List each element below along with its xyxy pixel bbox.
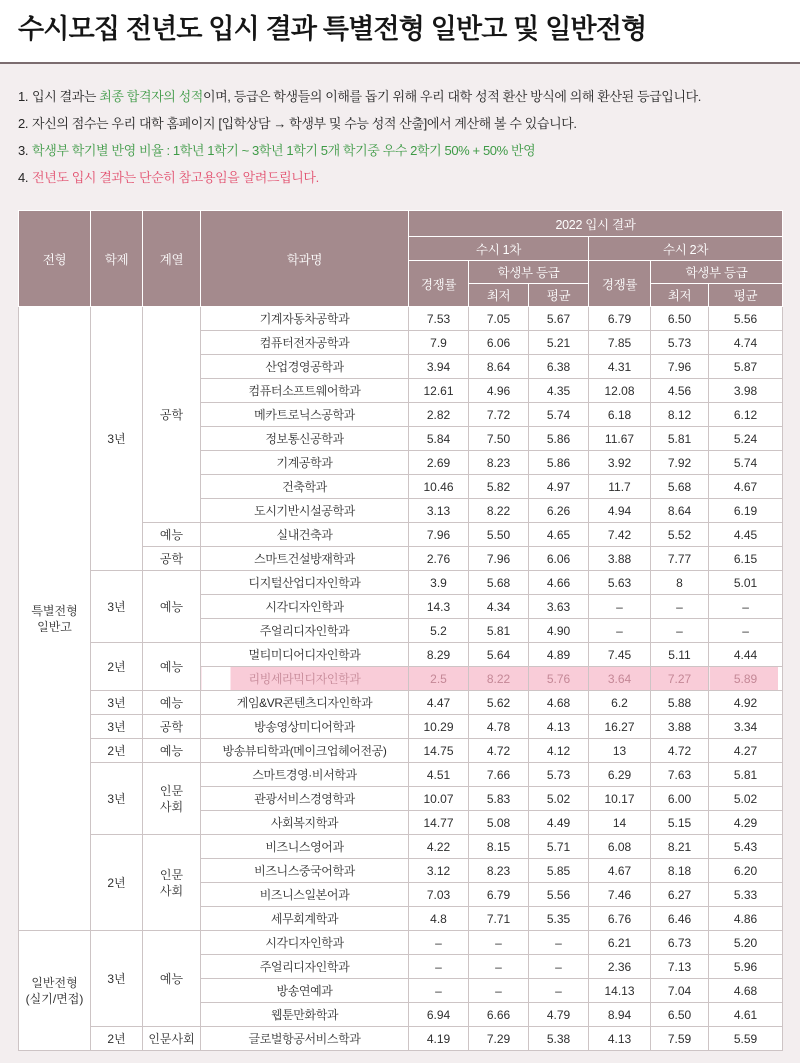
department-name: 세무회계학과 [201,907,409,931]
round2-min-cell: 6.46 [651,907,709,931]
round2-min-cell: 7.77 [651,547,709,571]
round1-min-cell: 5.68 [469,571,529,595]
department-name: 방송연예과 [201,979,409,1003]
note-accent-text: 학생부 학기별 반영 비율 : 1학년 1학기 ~ 3학년 1학기 5개 학기중 우수 2학기 50% + 50% 반영 [32,143,536,158]
round2-min-cell: 8 [651,571,709,595]
round1-rate-cell: 2.82 [409,403,469,427]
note-number: 2. [18,116,29,131]
round2-rate-cell: 6.76 [589,907,651,931]
notes-panel [0,64,800,210]
round1-rate-cell: 4.51 [409,763,469,787]
field-cell: 예능 [143,643,201,691]
col-header-results: 2022 입시 결과 [409,211,783,237]
note-number: 4. [18,170,29,185]
round2-rate-cell: – [589,619,651,643]
department-name: 도시기반시설공학과 [201,499,409,523]
round2-avg-cell: 5.81 [709,763,783,787]
round1-rate-cell: 7.53 [409,307,469,331]
col-header-field: 계열 [143,211,201,307]
round2-rate-cell: 4.13 [589,1027,651,1051]
round2-rate-cell: 6.21 [589,931,651,955]
round1-avg-cell: 4.79 [529,1003,589,1027]
round1-rate-cell: 5.2 [409,619,469,643]
round1-rate-cell: 6.94 [409,1003,469,1027]
round2-rate-cell: 7.42 [589,523,651,547]
round2-rate-cell: 10.17 [589,787,651,811]
department-name: 시각디자인학과 [201,595,409,619]
round2-rate-cell: 6.79 [589,307,651,331]
round1-min-cell: 6.79 [469,883,529,907]
round1-avg-cell: 5.56 [529,883,589,907]
round1-min-cell: 7.71 [469,907,529,931]
round1-min-cell: 7.72 [469,403,529,427]
round1-min-cell: 5.64 [469,643,529,667]
round1-min-cell: 5.81 [469,619,529,643]
round1-min-cell: 4.78 [469,715,529,739]
round1-min-cell: 5.50 [469,523,529,547]
round2-avg-cell: 4.61 [709,1003,783,1027]
round2-avg-cell: 6.20 [709,859,783,883]
round1-rate-cell: 2.5 [409,667,469,691]
round2-rate-cell: 16.27 [589,715,651,739]
table-row [19,835,783,859]
department-name: 게임&VR콘텐츠디자인학과 [201,691,409,715]
field-cell: 공학 [143,307,201,523]
round2-rate-cell: 12.08 [589,379,651,403]
note-text: 이며, 등급은 학생들의 이해를 돕기 위해 우리 대학 성적 환산 방식에 의해 환산된 등급입니다. [202,89,701,104]
round1-avg-cell: 5.67 [529,307,589,331]
round1-rate-cell: 2.69 [409,451,469,475]
round1-avg-cell: – [529,955,589,979]
department-name: 관광서비스경영학과 [201,787,409,811]
round1-avg-cell: 4.68 [529,691,589,715]
round2-min-cell: 6.50 [651,1003,709,1027]
results-table-header [19,211,783,307]
round1-avg-cell: 5.71 [529,835,589,859]
department-name: 멀티미디어디자인학과 [201,643,409,667]
round1-rate-cell: 4.8 [409,907,469,931]
round2-min-cell: 4.56 [651,379,709,403]
round2-rate-cell: 3.88 [589,547,651,571]
round2-min-cell: 5.52 [651,523,709,547]
program-duration-cell: 3년 [91,931,143,1027]
program-duration-cell: 3년 [91,307,143,571]
col-header-round1-grade: 학생부 등급 [469,261,589,284]
department-name: 리빙세라믹디자인학과 [201,667,409,691]
program-duration-cell: 2년 [91,1027,143,1051]
department-name: 주얼리디자인학과 [201,955,409,979]
round2-avg-cell: 4.92 [709,691,783,715]
round2-avg-cell: 6.15 [709,547,783,571]
department-name: 사회복지학과 [201,811,409,835]
round2-avg-cell: 3.34 [709,715,783,739]
round1-rate-cell: 3.12 [409,859,469,883]
round2-avg-cell: 4.86 [709,907,783,931]
round2-rate-cell: 5.63 [589,571,651,595]
field-cell: 예능 [143,931,201,1027]
col-header-type: 전형 [19,211,91,307]
round2-min-cell: 6.73 [651,931,709,955]
department-name: 기계자동차공학과 [201,307,409,331]
round2-min-cell: 7.59 [651,1027,709,1051]
round1-avg-cell: 5.74 [529,403,589,427]
program-duration-cell: 3년 [91,691,143,715]
round1-avg-cell: – [529,979,589,1003]
department-name: 방송영상미디어학과 [201,715,409,739]
table-row [19,691,783,715]
round1-avg-cell: 5.21 [529,331,589,355]
round1-avg-cell: 6.06 [529,547,589,571]
round2-min-cell: 3.88 [651,715,709,739]
round2-rate-cell: 6.29 [589,763,651,787]
round1-min-cell: 7.66 [469,763,529,787]
round1-rate-cell: 4.19 [409,1027,469,1051]
table-row [19,643,783,667]
round2-avg-cell: 5.01 [709,571,783,595]
round1-min-cell: 8.23 [469,859,529,883]
table-row [19,307,783,331]
col-header-round2-min: 최저 [651,284,709,307]
round2-rate-cell: 3.64 [589,667,651,691]
round1-rate-cell: 10.46 [409,475,469,499]
round2-rate-cell: 11.67 [589,427,651,451]
round1-avg-cell: 6.26 [529,499,589,523]
round2-avg-cell: 5.56 [709,307,783,331]
round2-avg-cell: 4.74 [709,331,783,355]
round1-rate-cell: 4.47 [409,691,469,715]
department-name: 방송뷰티학과(메이크업헤어전공) [201,739,409,763]
round2-avg-cell: 5.74 [709,451,783,475]
round2-min-cell: 5.68 [651,475,709,499]
round1-min-cell: 4.96 [469,379,529,403]
department-name: 실내건축과 [201,523,409,547]
round1-avg-cell: 5.86 [529,451,589,475]
round1-rate-cell: 10.07 [409,787,469,811]
department-name: 디지털산업디자인학과 [201,571,409,595]
field-cell: 예능 [143,571,201,643]
department-name: 기계공학과 [201,451,409,475]
round2-avg-cell: 5.02 [709,787,783,811]
admission-type-cell: 일반전형 (실기/면접) [19,931,91,1051]
round2-min-cell: – [651,619,709,643]
col-header-round1-avg: 평균 [529,284,589,307]
round2-avg-cell: 4.68 [709,979,783,1003]
round2-rate-cell: 13 [589,739,651,763]
round1-min-cell: 6.06 [469,331,529,355]
round2-min-cell: 7.63 [651,763,709,787]
round2-avg-cell: 4.29 [709,811,783,835]
department-name: 컴퓨터전자공학과 [201,331,409,355]
round1-min-cell: 5.82 [469,475,529,499]
round1-avg-cell: 4.65 [529,523,589,547]
note-3 [18,137,782,164]
program-duration-cell: 2년 [91,739,143,763]
round2-min-cell: 6.00 [651,787,709,811]
round2-min-cell: 5.81 [651,427,709,451]
round1-avg-cell: 3.63 [529,595,589,619]
note-warning-text: 전년도 입시 결과는 단순히 참고용임을 알려드립니다. [32,170,319,185]
department-name: 주얼리디자인학과 [201,619,409,643]
round1-rate-cell: 5.84 [409,427,469,451]
department-name: 비즈니스영어과 [201,835,409,859]
round2-rate-cell: 6.08 [589,835,651,859]
round2-rate-cell: 7.46 [589,883,651,907]
table-row [19,931,783,955]
department-name: 컴퓨터소프트웨어학과 [201,379,409,403]
round1-avg-cell: 5.76 [529,667,589,691]
round2-rate-cell: 14 [589,811,651,835]
note-number: 3. [18,143,29,158]
round1-rate-cell: – [409,931,469,955]
table-row [19,571,783,595]
round2-rate-cell: 11.7 [589,475,651,499]
results-table-body [19,307,783,1051]
program-duration-cell: 2년 [91,835,143,931]
round1-min-cell: 7.50 [469,427,529,451]
col-header-round2: 수시 2차 [589,237,783,261]
field-cell: 예능 [143,523,201,547]
program-duration-cell: 3년 [91,715,143,739]
department-name: 건축학과 [201,475,409,499]
round1-rate-cell: 12.61 [409,379,469,403]
header-row [19,211,783,237]
col-header-round2-rate: 경쟁률 [589,261,651,307]
round2-avg-cell: 5.43 [709,835,783,859]
round1-avg-cell: 4.90 [529,619,589,643]
round2-min-cell: 7.27 [651,667,709,691]
title-bar [0,0,800,64]
col-header-round2-grade: 학생부 등급 [651,261,783,284]
field-cell: 인문 사회 [143,835,201,931]
round2-min-cell: 8.21 [651,835,709,859]
round2-rate-cell: 7.85 [589,331,651,355]
round2-avg-cell: 4.27 [709,739,783,763]
round1-min-cell: 8.64 [469,355,529,379]
round2-avg-cell: 5.89 [709,667,783,691]
round2-avg-cell: 5.24 [709,427,783,451]
round1-avg-cell: 4.35 [529,379,589,403]
round1-rate-cell: 4.22 [409,835,469,859]
note-text: 입시 결과는 [32,89,100,104]
round1-avg-cell: 5.35 [529,907,589,931]
round1-avg-cell: 5.02 [529,787,589,811]
round2-avg-cell: 5.87 [709,355,783,379]
table-row [19,1027,783,1051]
round2-rate-cell: 3.92 [589,451,651,475]
round1-min-cell: – [469,979,529,1003]
round2-rate-cell: 6.18 [589,403,651,427]
round1-avg-cell: 4.66 [529,571,589,595]
round2-min-cell: 7.13 [651,955,709,979]
round1-min-cell: 4.34 [469,595,529,619]
round2-min-cell: 7.92 [651,451,709,475]
admission-results-table [18,210,783,1051]
round2-min-cell: 8.18 [651,859,709,883]
page-title: 수시모집 전년도 입시 결과 특별전형 일반고 및 일반전형 [18,14,647,44]
round1-min-cell: 5.62 [469,691,529,715]
round1-rate-cell: 2.76 [409,547,469,571]
note-number: 1. [18,89,29,104]
round1-rate-cell: 8.29 [409,643,469,667]
round1-rate-cell: 14.75 [409,739,469,763]
round1-avg-cell: 4.49 [529,811,589,835]
round2-avg-cell: 5.96 [709,955,783,979]
round1-min-cell: 8.22 [469,499,529,523]
col-header-department: 학과명 [201,211,409,307]
round1-min-cell: 7.96 [469,547,529,571]
round1-rate-cell: 3.94 [409,355,469,379]
round1-avg-cell: 4.13 [529,715,589,739]
round1-min-cell: 8.23 [469,451,529,475]
department-name: 정보통신공학과 [201,427,409,451]
program-duration-cell: 3년 [91,571,143,643]
round1-min-cell: 7.29 [469,1027,529,1051]
round2-min-cell: 7.04 [651,979,709,1003]
department-name: 산업경영공학과 [201,355,409,379]
round2-rate-cell: 4.67 [589,859,651,883]
round2-min-cell: 6.50 [651,307,709,331]
note-1 [18,83,782,110]
table-row [19,763,783,787]
round1-avg-cell: 5.73 [529,763,589,787]
field-cell: 인문사회 [143,1027,201,1051]
field-cell: 공학 [143,547,201,571]
round1-rate-cell: 3.9 [409,571,469,595]
round2-avg-cell: 5.59 [709,1027,783,1051]
round2-rate-cell: 7.45 [589,643,651,667]
round2-rate-cell: 4.31 [589,355,651,379]
round2-min-cell: 5.15 [651,811,709,835]
round1-min-cell: 5.83 [469,787,529,811]
col-header-round1: 수시 1차 [409,237,589,261]
round1-min-cell: 8.15 [469,835,529,859]
round2-avg-cell: – [709,619,783,643]
department-name: 비즈니스일본어과 [201,883,409,907]
round1-avg-cell: 4.97 [529,475,589,499]
admission-type-cell: 특별전형 일반고 [19,307,91,931]
round2-avg-cell: 3.98 [709,379,783,403]
round1-min-cell: 7.05 [469,307,529,331]
round2-min-cell: 5.11 [651,643,709,667]
round2-rate-cell: 8.94 [589,1003,651,1027]
round2-min-cell: 5.88 [651,691,709,715]
round2-rate-cell: 14.13 [589,979,651,1003]
round2-min-cell: 6.27 [651,883,709,907]
col-header-round2-avg: 평균 [709,284,783,307]
round2-avg-cell: 4.67 [709,475,783,499]
round1-min-cell: – [469,931,529,955]
note-4 [18,164,782,191]
field-cell: 인문 사회 [143,763,201,835]
round1-rate-cell: 7.96 [409,523,469,547]
round2-min-cell: 4.72 [651,739,709,763]
program-duration-cell: 2년 [91,643,143,691]
table-row [19,739,783,763]
round2-min-cell: 8.64 [651,499,709,523]
round1-rate-cell: – [409,979,469,1003]
round1-rate-cell: 10.29 [409,715,469,739]
round1-rate-cell: – [409,955,469,979]
round1-min-cell: 6.66 [469,1003,529,1027]
round2-avg-cell: 5.33 [709,883,783,907]
col-header-round1-rate: 경쟁률 [409,261,469,307]
round2-avg-cell: 5.20 [709,931,783,955]
department-name: 글로벌항공서비스학과 [201,1027,409,1051]
round2-avg-cell: 4.44 [709,643,783,667]
round1-min-cell: 8.22 [469,667,529,691]
round1-avg-cell: 5.38 [529,1027,589,1051]
field-cell: 예능 [143,691,201,715]
round1-rate-cell: 14.3 [409,595,469,619]
round2-avg-cell: – [709,595,783,619]
round2-min-cell: – [651,595,709,619]
department-name: 비즈니스중국어학과 [201,859,409,883]
col-header-round1-min: 최저 [469,284,529,307]
program-duration-cell: 3년 [91,763,143,835]
field-cell: 공학 [143,715,201,739]
note-text: 자신의 점수는 우리 대학 홈페이지 [입학상담 → 학생부 및 수능 성적 산출]에서 계산해 볼 수 있습니다. [32,116,577,131]
department-name: 스마트건설방재학과 [201,547,409,571]
round1-avg-cell: 4.89 [529,643,589,667]
round1-avg-cell: 5.86 [529,427,589,451]
department-name: 메카트로닉스공학과 [201,403,409,427]
round1-min-cell: 5.08 [469,811,529,835]
note-accent-text: 최종 합격자의 성적 [99,89,203,104]
round1-rate-cell: 7.03 [409,883,469,907]
note-2 [18,110,782,137]
round2-rate-cell: 2.36 [589,955,651,979]
round2-rate-cell: 6.2 [589,691,651,715]
table-row [19,715,783,739]
round1-avg-cell: 4.12 [529,739,589,763]
round2-rate-cell: – [589,595,651,619]
round1-avg-cell: 6.38 [529,355,589,379]
field-cell: 예능 [143,739,201,763]
round1-avg-cell: 5.85 [529,859,589,883]
round2-avg-cell: 4.45 [709,523,783,547]
round2-min-cell: 8.12 [651,403,709,427]
department-name: 스마트경영·비서학과 [201,763,409,787]
round1-rate-cell: 14.77 [409,811,469,835]
round2-avg-cell: 6.12 [709,403,783,427]
round1-min-cell: 4.72 [469,739,529,763]
round2-min-cell: 7.96 [651,355,709,379]
round1-rate-cell: 7.9 [409,331,469,355]
department-name: 시각디자인학과 [201,931,409,955]
col-header-duration: 학제 [91,211,143,307]
round2-min-cell: 5.73 [651,331,709,355]
round1-rate-cell: 3.13 [409,499,469,523]
department-name: 웹툰만화학과 [201,1003,409,1027]
round1-avg-cell: – [529,931,589,955]
round2-rate-cell: 4.94 [589,499,651,523]
round1-min-cell: – [469,955,529,979]
round2-avg-cell: 6.19 [709,499,783,523]
